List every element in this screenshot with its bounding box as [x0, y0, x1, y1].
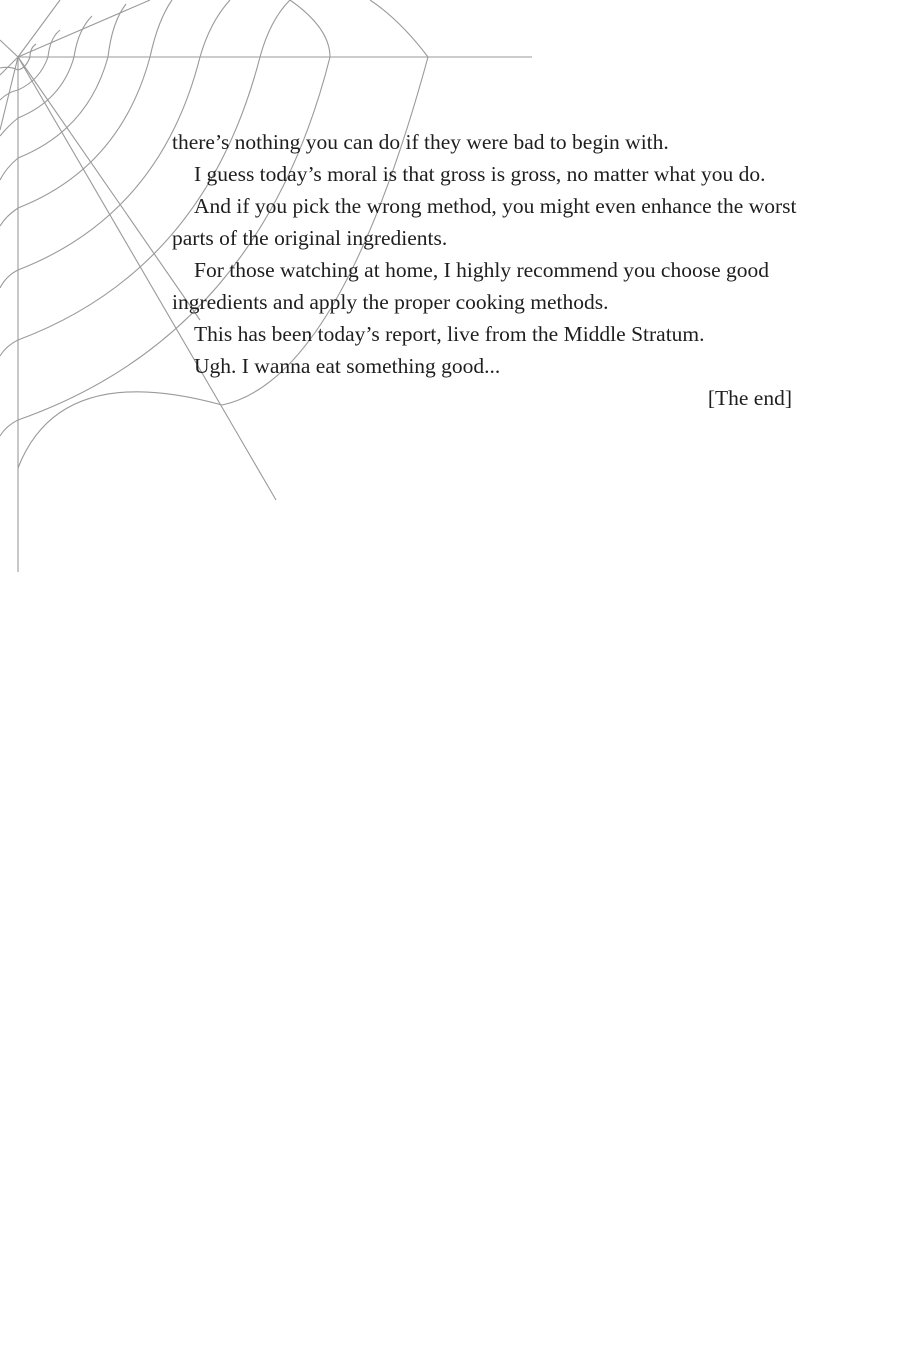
end-mark: [The end]: [707, 386, 792, 410]
paragraph: I guess today’s moral is that gross is gross, no matter what you do.: [194, 162, 766, 186]
paragraph: This has been today’s report, live from the Middle Stratum.: [194, 322, 705, 346]
story-text: [172, 126, 812, 414]
paragraph: And if you pick the wrong method, you might even enhance the worst parts of the original ingredients.: [172, 194, 797, 250]
paragraph: Ugh. I wanna eat something good...: [194, 354, 501, 378]
paragraph: there’s nothing you can do if they were bad to begin with.: [172, 130, 669, 154]
paragraph: For those watching at home, I highly recommend you choose good ingredients and apply the proper cooking methods.: [172, 258, 770, 314]
